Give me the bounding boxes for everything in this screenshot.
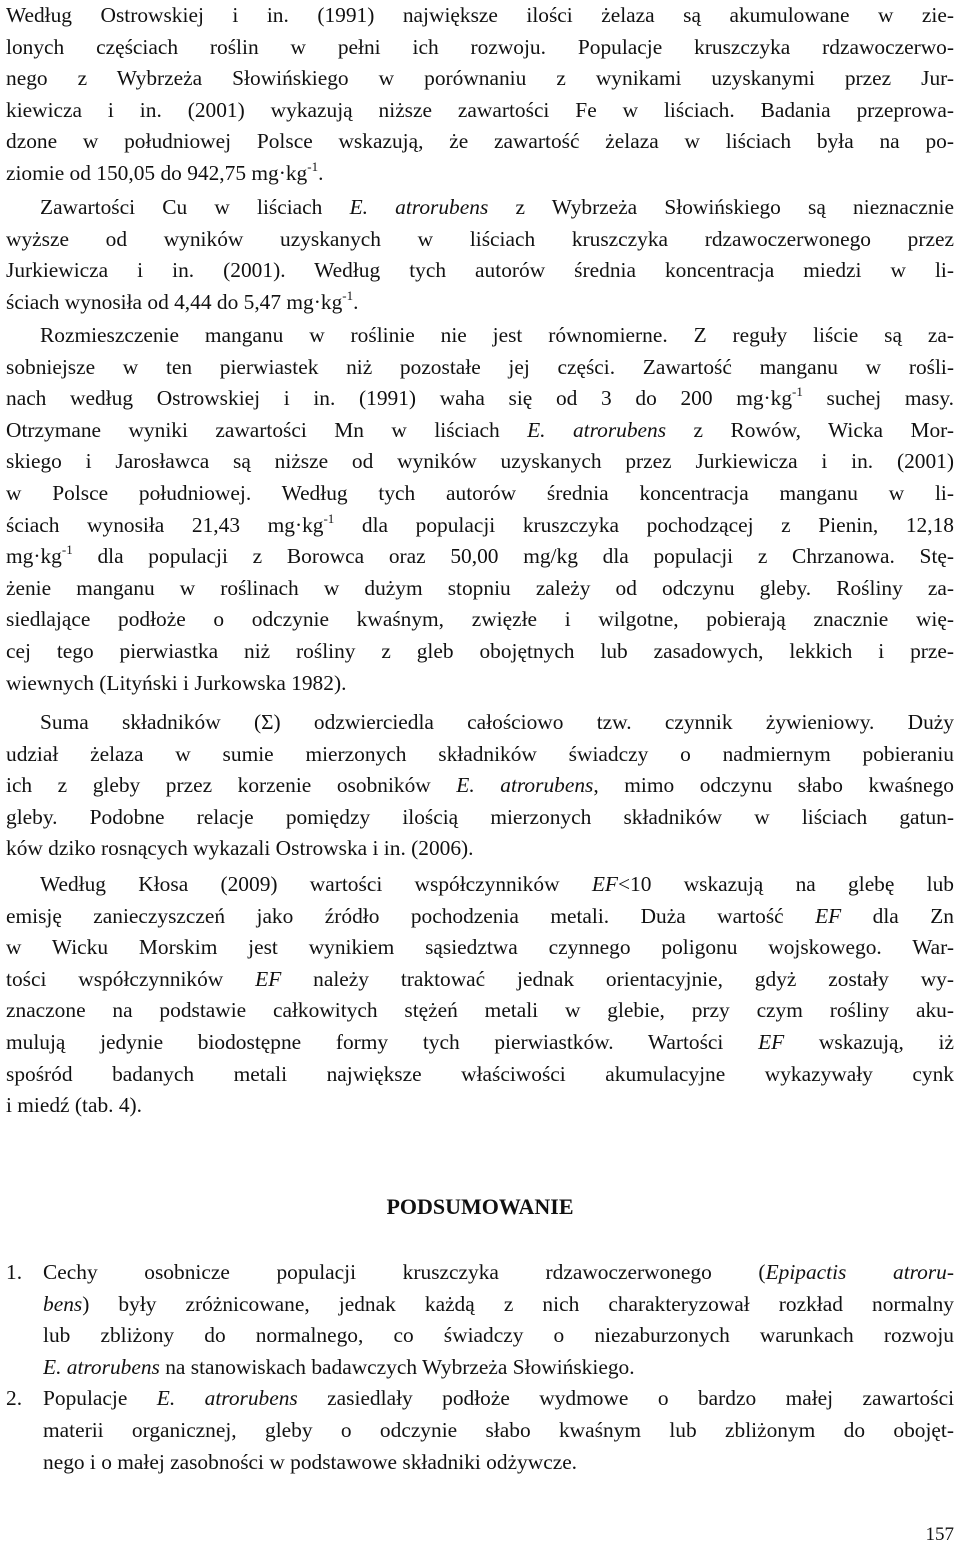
text-line: wiewnych (Lityński i Jurkowska 1982). (6, 670, 347, 695)
text-line: sobniejsze w ten pierwiastek niż pozostałe jej części. Zawartość manganu w rośli- (6, 354, 954, 379)
text-line: lonych częściach roślin w pełni ich rozwoju. Populacje kruszczyka rdzawoczerwo- (6, 34, 954, 59)
text-line: Według Ostrowskiej i in. (1991) największe ilości żelaza są akumulowane w zie- (6, 3, 954, 27)
text-fragment: mg·kg (6, 544, 62, 569)
superscript: -1 (342, 287, 354, 303)
text-line (43, 1257, 954, 1289)
text-line: w Polsce południowej. Według tych autorów średnia koncentracja manganu w li- (6, 480, 954, 505)
text-fragment: Cechy osobnicze populacji kruszczyka rdzawoczerwonego ( (43, 1260, 766, 1284)
superscript: -1 (323, 510, 335, 526)
text-line (6, 770, 954, 802)
text-line: udział żelaza w sumie mierzonych składników świadczy o nadmiernym pobieraniu (6, 741, 954, 766)
text-line (43, 1383, 954, 1415)
text-line (6, 901, 954, 933)
superscript: -1 (792, 384, 803, 400)
text-line: lub zbliżony do normalnego, co świadczy o niezaburzonych warunkach rozwoju (43, 1323, 954, 1348)
text-line (6, 869, 954, 901)
text-line: nego i o małej zasobności w podstawowe składniki odżywcze. (43, 1449, 578, 1474)
text-fragment: zasiedlały podłoże wydmowe o bardzo małej zawartości (297, 1386, 954, 1411)
species-name: bens (43, 1291, 83, 1316)
text-line (6, 415, 954, 447)
text-line: materii organicznej, gleby o odczynie słabo kwaśnym lub zbliżonym do obojęt- (43, 1417, 954, 1442)
text-line: wyższe od wyników uzyskanych w liściach kruszczyka rdzawoczerwonego przez (6, 226, 954, 251)
text-line (6, 510, 954, 542)
text-line (6, 158, 954, 190)
text-line: ków dziko rosnących wykazali Ostrowska i in. (2006). (6, 836, 474, 861)
text-line: nego z Wybrzeża Słowińskiego w porównaniu z wynikami uzyskanymi przez Jur- (6, 66, 954, 91)
text-line: cej tego pierwiastka niż rośliny z gleb obojętnych lub zasadowych, lekkich i prze- (6, 638, 954, 663)
superscript: -1 (307, 158, 319, 174)
text-line (6, 383, 954, 415)
list-item (6, 1383, 954, 1478)
ef-symbol: EF (255, 966, 282, 991)
list-number: 1. (6, 1260, 23, 1284)
text-line: siedlające podłoże o odczynie kwaśnym, zwięzłe i wilgotne, pobierają znacznie wię- (6, 607, 954, 632)
text-line (6, 1027, 954, 1059)
text-fragment: Otrzymane wyniki zawartości Mn w liściach (6, 417, 528, 442)
page-number: 157 (925, 1524, 954, 1545)
summary-list (6, 1257, 954, 1478)
text-line: dzone w południowej Polsce wskazują, że zawartość żelaza w liściach była na po- (6, 129, 954, 154)
text-line: spośród badanych metali największe właściwości akumulacyjne wykazywały cynk (6, 1061, 954, 1086)
text-fragment: . (318, 160, 324, 185)
text-line: i miedź (tab. 4). (6, 1093, 143, 1118)
section-heading: PODSUMOWANIE (386, 1194, 574, 1219)
text-line (6, 287, 954, 319)
superscript: -1 (61, 542, 73, 558)
text-line (6, 964, 954, 996)
text-fragment: wskazują, iż (784, 1029, 954, 1054)
text-line: kiewicza i in. (2001) wykazują niższe zawartości Fe w liściach. Badania przeprowa- (6, 97, 954, 122)
text-fragment: mulują jedynie biodostępne formy tych pierwiastków. Wartości (6, 1029, 759, 1054)
text-line (6, 192, 954, 224)
text-fragment: emisję zanieczyszczeń jako źródło pochodzenia metali. Duża wartość (6, 903, 816, 928)
text-line: żenie manganu w roślinach w dużym stopniu zależy od odczynu gleby. Rośliny za- (6, 575, 954, 600)
paragraph-ef (6, 869, 954, 1122)
species-name: E. atrorubens (349, 195, 489, 219)
text-fragment: ich z gleby przez korzenie osobników (6, 773, 457, 798)
text-fragment: ) były zróżnicowane, jednak każdą z nich charakteryzował rozkład normalny (82, 1291, 954, 1316)
species-name: E. atrorubens (456, 773, 594, 798)
text-line (43, 1289, 954, 1321)
text-line (43, 1352, 954, 1384)
species-name: E. atrorubens (527, 417, 667, 442)
list-number: 2. (6, 1386, 23, 1411)
text-line: Rozmieszczenie manganu w roślinie nie jest równomierne. Z reguły liście są za- (40, 323, 954, 347)
paragraph-iron (6, 0, 954, 190)
paragraph-manganese (6, 320, 954, 699)
text-fragment: tości współczynników (6, 966, 256, 991)
list-item (6, 1257, 954, 1383)
paragraph-copper (6, 192, 954, 318)
ef-symbol: EF (758, 1029, 785, 1054)
text-line (6, 541, 954, 573)
text-fragment: należy traktować jednak orientacyjnie, gdyż zostały wy- (281, 966, 954, 991)
text-fragment: , mimo odczynu słabo kwaśnego (593, 773, 954, 798)
text-line: w Wicku Morskim jest wynikiem sąsiedztwa czynnego poligonu wojskowego. War- (6, 935, 954, 960)
text-fragment: dla Zn (841, 903, 954, 928)
text-fragment: <10 wskazują na glebę lub (617, 872, 954, 896)
species-name: E. atrorubens (43, 1354, 160, 1379)
text-fragment: . (353, 289, 359, 314)
text-fragment: ściach wynosiła 21,43 mg·kg (6, 512, 324, 537)
text-fragment: Według Kłosa (2009) wartości współczynników (40, 872, 592, 896)
species-name: E. atrorubens (156, 1386, 298, 1411)
text-fragment: dla populacji z Borowca oraz 50,00 mg/kg dla populacji z Chrzanowa. Stę- (72, 544, 954, 569)
text-fragment: nach według Ostrowskiej i in. (1991) waha się od 3 do 200 mg·kg (6, 386, 793, 411)
text-fragment: suchej masy. (802, 386, 954, 411)
paragraph-sum (6, 707, 954, 865)
text-fragment: Zawartości Cu w liściach (40, 195, 350, 219)
text-fragment: z Wybrzeża Słowińskiego są nieznacznie (488, 195, 954, 219)
text-line: znaczone na podstawie całkowitych stężeń metali w glebie, przy czym rośliny aku- (6, 998, 954, 1023)
text-fragment: Populacje (43, 1386, 157, 1411)
text-fragment: dla populacji kruszczyka pochodzącej z Pienin, 12,18 (334, 512, 954, 537)
text-line: Suma składników (Σ) odzwierciedla całościowo tzw. czynnik żywieniowy. Duży (40, 710, 954, 734)
ef-symbol: EF (591, 872, 618, 896)
text-line: Jurkiewicza i in. (2001). Według tych autorów średnia koncentracja miedzi w li- (6, 258, 954, 283)
text-line: skiego i Jarosławca są niższe od wyników uzyskanych przez Jurkiewicza i in. (2001) (6, 449, 954, 474)
text-fragment: na stanowiskach badawczych Wybrzeża Słowińskiego. (159, 1354, 635, 1379)
text-fragment: ściach wynosiła od 4,44 do 5,47 mg·kg (6, 289, 343, 314)
text-fragment: ziomie od 150,05 do 942,75 mg·kg (6, 160, 308, 185)
ef-symbol: EF (815, 903, 842, 928)
text-line: gleby. Podobne relacje pomiędzy ilością mierzonych składników w liściach gatun- (6, 804, 954, 829)
text-fragment: z Rowów, Wicka Mor- (666, 417, 954, 442)
species-name: Epipactis atroru- (765, 1260, 954, 1284)
